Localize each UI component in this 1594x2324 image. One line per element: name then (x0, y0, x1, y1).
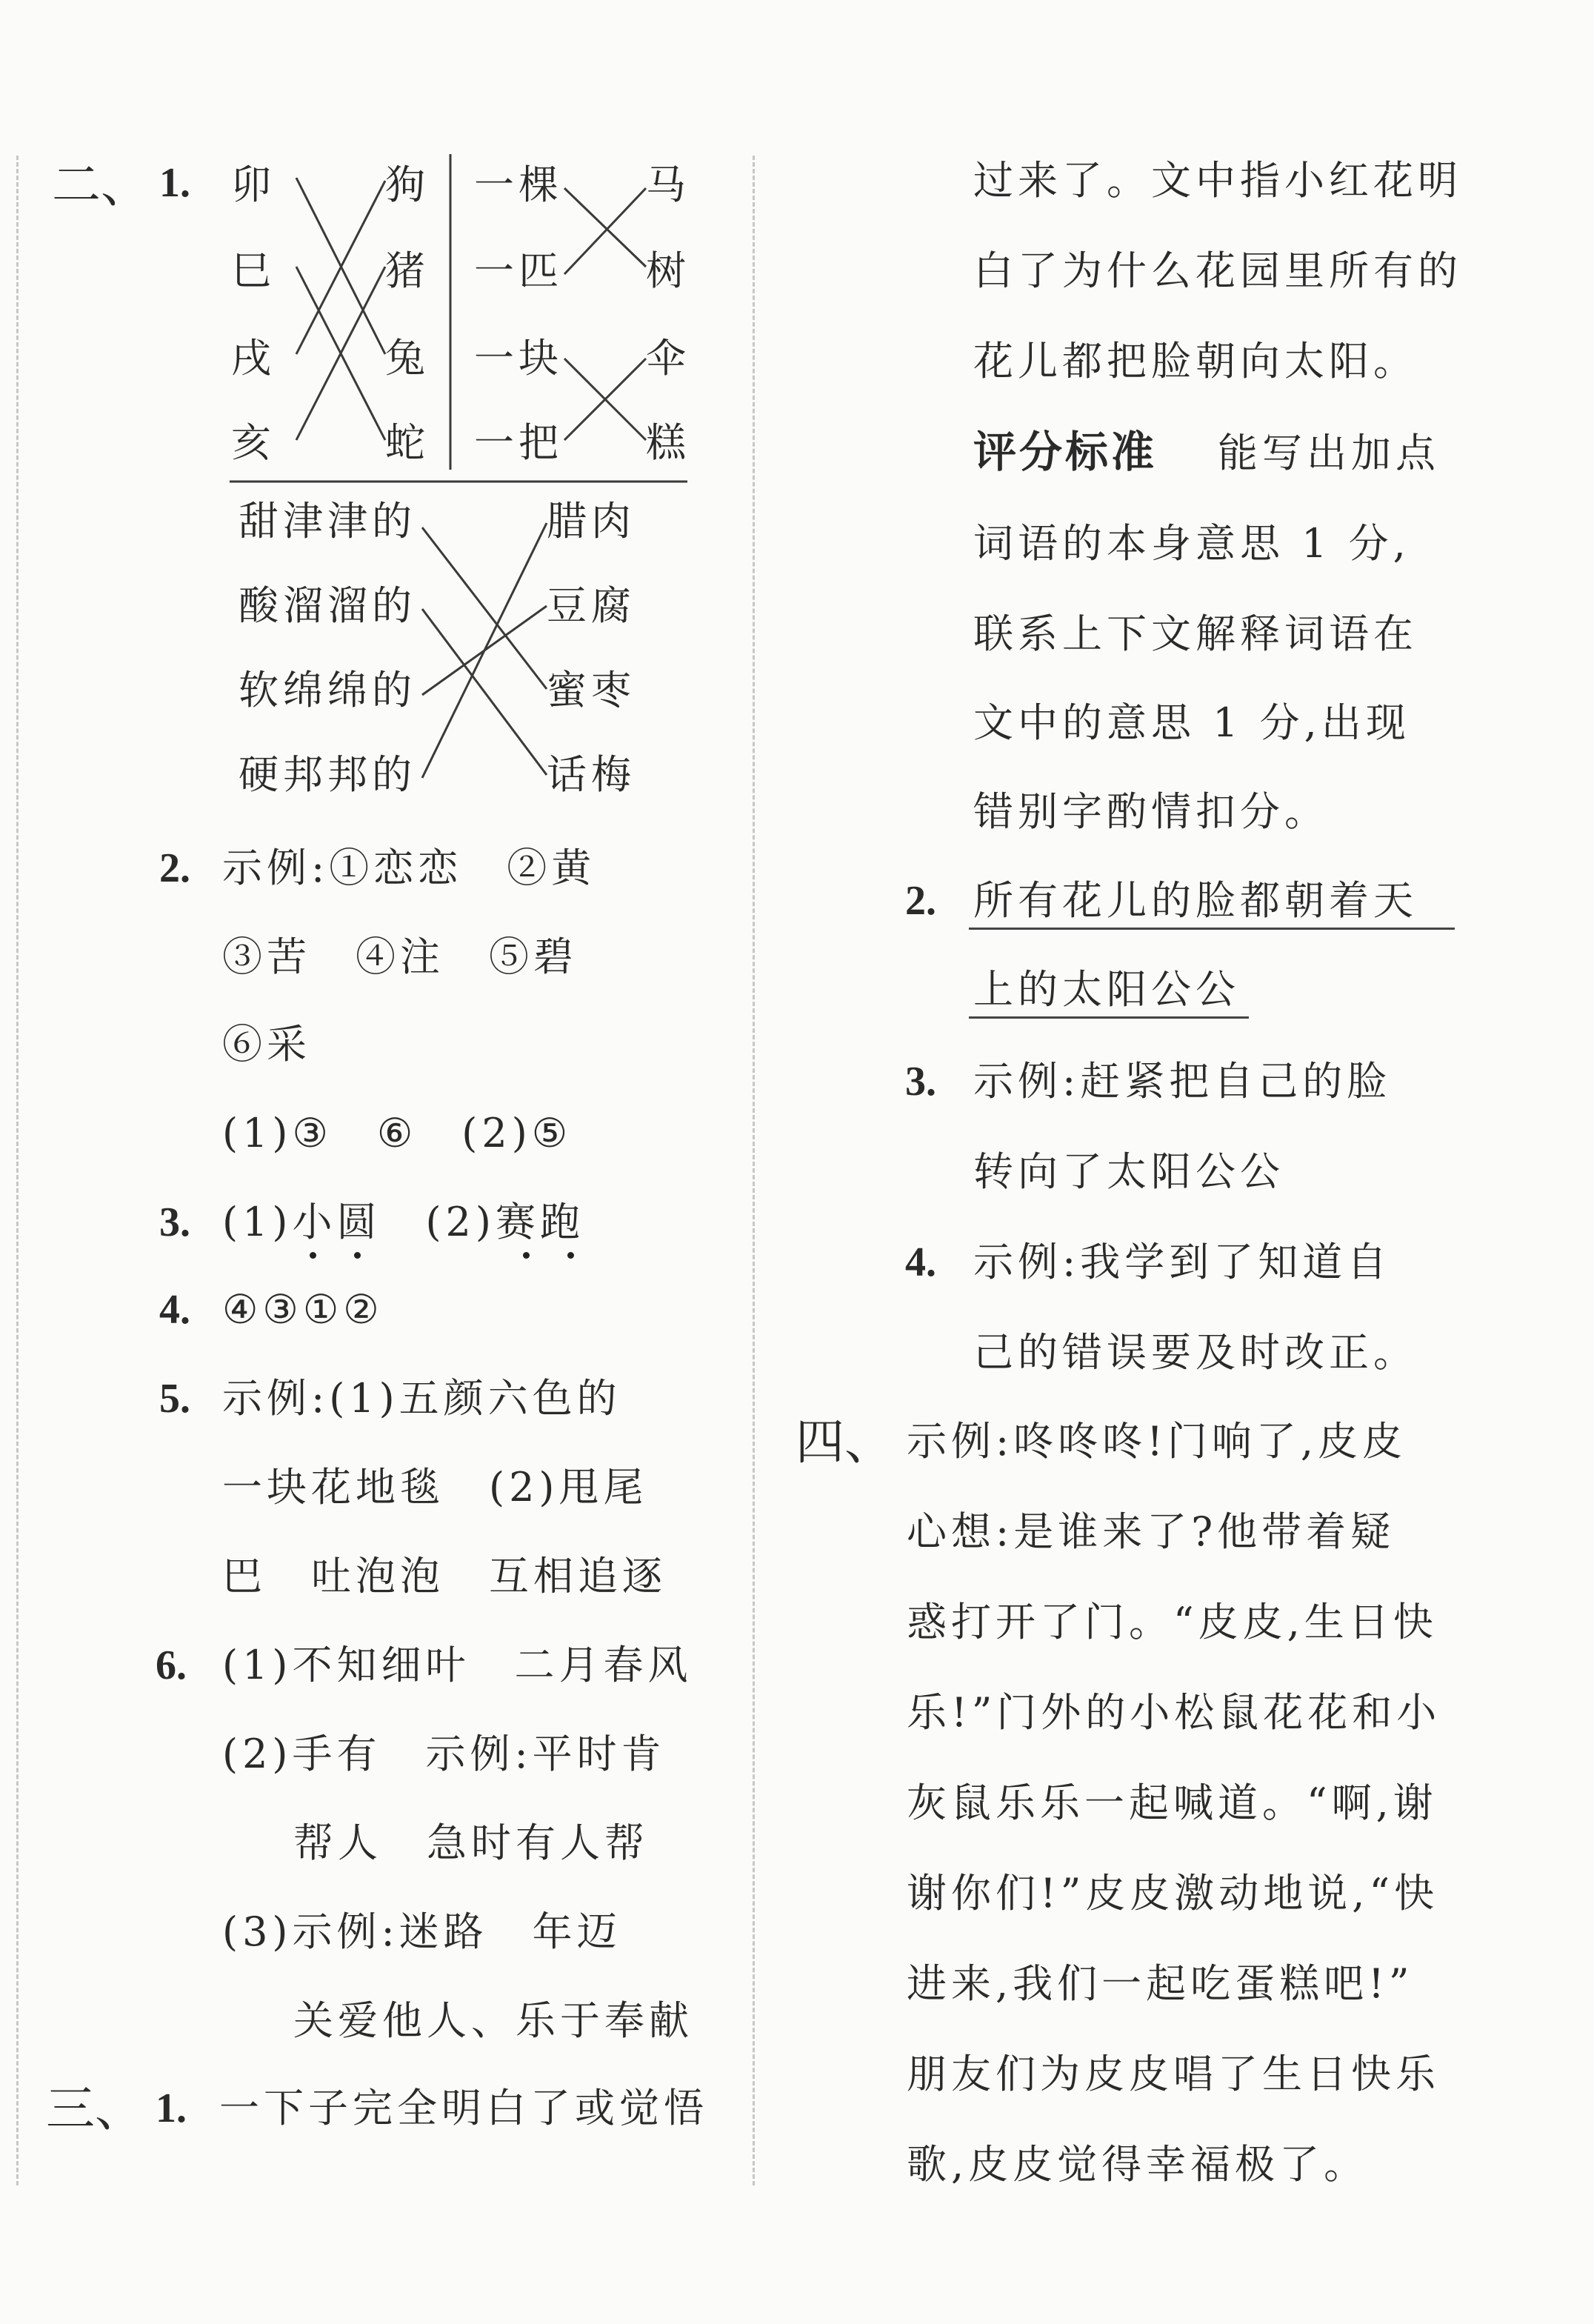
measure-right-2: 伞 (646, 335, 690, 382)
q3-3-number: 3. (905, 1059, 936, 1105)
q2-6-line-1: (1)不知细叶 二月春风 (222, 1642, 693, 1688)
q2-5-line-2: 一块花地毯 (2)甩尾 (222, 1464, 648, 1511)
q2-5-line-3: 巴 吐泡泡 互相追逐 (222, 1553, 667, 1599)
taste-right-3: 话梅 (547, 751, 636, 798)
emphasis-dot (354, 1252, 361, 1259)
q2-6-line-3: 帮人 急时有人帮 (293, 1819, 649, 1866)
measure-right-0: 马 (646, 162, 690, 208)
q2-5-line-1: 示例:(1)五颜六色的 (222, 1375, 621, 1422)
q3-3-line-1: 示例:赶紧把自己的脸 (973, 1058, 1392, 1105)
scoring-line-2: 词语的本身意思 1 分, (973, 520, 1410, 567)
q3-4-line-2: 己的错误要及时改正。 (973, 1329, 1418, 1376)
taste-right-0: 腊肉 (547, 498, 636, 545)
q2-1-number: 1. (159, 160, 190, 206)
zodiac-left-1: 巳 (231, 247, 276, 294)
q2-2-line-1: 示例:①恋恋 ②黄 (222, 845, 596, 891)
q3-1-line-4: 花儿都把脸朝向太阳。 (973, 338, 1418, 384)
q2-6-line-2: (2)手有 示例:平时肯 (222, 1731, 666, 1777)
section-2-heading: 二、 (52, 156, 150, 213)
q3-2-underline-1 (969, 928, 1455, 930)
q3-4-line-1: 示例:我学到了知道自 (973, 1239, 1392, 1285)
measure-left-2: 一块 (474, 335, 563, 382)
q2-2-number: 2. (159, 845, 190, 891)
zodiac-right-2: 兔 (385, 335, 430, 382)
scoring-line-3: 联系上下文解释词语在 (973, 610, 1418, 657)
q3-4-number: 4. (905, 1239, 936, 1285)
q2-2-line-3: ⑥采 (222, 1021, 311, 1068)
q3-2-number: 2. (905, 878, 936, 924)
s4-line-9: 歌,皮皮觉得幸福极了。 (907, 2141, 1369, 2188)
measure-right-1: 树 (646, 247, 690, 294)
s4-line-4: 乐!”门外的小松鼠花花和小 (907, 1689, 1441, 1736)
q3-2-line-2: 上的太阳公公 (973, 966, 1240, 1013)
zodiac-right-1: 猪 (385, 247, 430, 294)
match-line-suan-huamei (422, 609, 547, 775)
taste-right-1: 豆腐 (547, 582, 636, 629)
q2-4-answer: ④③①② (222, 1286, 384, 1333)
q3-1-line-2: 过来了。文中指小红花明 (973, 157, 1462, 204)
measure-left-3: 一把 (474, 419, 563, 466)
q2-6-line-5: 关爱他人、乐于奉献 (293, 1997, 693, 2044)
scoring-line-5: 错别字酌情扣分。 (973, 788, 1329, 835)
zodiac-left-2: 戌 (231, 335, 276, 382)
s4-line-5: 灰鼠乐乐一起喊道。“啊,谢 (907, 1779, 1438, 1826)
q3-2-line-1: 所有花儿的脸都朝着天 (973, 877, 1418, 924)
s4-line-8: 朋友们为皮皮唱了生日快乐 (907, 2051, 1440, 2097)
q2-2-line-4: (1)③ ⑥ (2)⑤ (222, 1110, 573, 1156)
zodiac-left-3: 亥 (231, 419, 276, 466)
measure-left-1: 一匹 (474, 247, 563, 294)
emphasis-dot (310, 1252, 316, 1259)
emphasis-dot (523, 1252, 530, 1259)
zodiac-right-0: 狗 (385, 162, 430, 208)
q3-2-underline-2 (969, 1016, 1249, 1019)
taste-left-2: 软绵绵的 (239, 667, 416, 713)
scoring-line-4: 文中的意思 1 分,出现 (973, 699, 1410, 746)
scoring-line-1: 能写出加点 (1218, 430, 1440, 476)
match-line-tian-mizao (422, 527, 547, 689)
scoring-label: 评分标准 (973, 427, 1158, 477)
q2-3-answer: (1)小圆 (2)赛跑 (222, 1199, 584, 1245)
q2-6-number: 6. (156, 1642, 187, 1688)
taste-left-1: 酸溜溜的 (239, 582, 416, 629)
section-3-heading: 三、 (46, 2080, 144, 2137)
s4-line-1: 示例:咚咚咚!门响了,皮皮 (907, 1418, 1407, 1465)
q3-3-line-2: 转向了太阳公公 (973, 1148, 1284, 1195)
taste-left-0: 甜津津的 (239, 498, 416, 545)
q2-5-number: 5. (159, 1376, 190, 1422)
measure-left-0: 一棵 (474, 162, 563, 208)
zodiac-right-3: 蛇 (385, 419, 430, 466)
taste-right-2: 蜜枣 (547, 667, 636, 713)
q2-6-line-4: (3)示例:迷路 年迈 (222, 1908, 621, 1955)
s4-line-2: 心想:是谁来了?他带着疑 (907, 1508, 1395, 1555)
measure-right-3: 糕 (646, 419, 690, 466)
taste-left-3: 硬邦邦的 (239, 751, 416, 798)
q3-1-line-3: 白了为什么花园里所有的 (973, 247, 1462, 294)
q2-2-line-2: ③苦 ④注 ⑤碧 (222, 933, 578, 980)
q3-1-line-1: 一下子完全明白了或觉悟 (219, 2085, 708, 2131)
q2-4-number: 4. (159, 1287, 190, 1333)
match-line-ying-larou (422, 523, 547, 778)
s4-line-7: 进来,我们一起吃蛋糕吧!” (907, 1960, 1414, 2007)
q2-3-number: 3. (159, 1199, 190, 1245)
emphasis-dot (567, 1252, 574, 1259)
q3-1-number: 1. (156, 2085, 187, 2131)
s4-line-3: 惑打开了门。“皮皮,生日快 (907, 1599, 1438, 1645)
zodiac-left-0: 卯 (231, 162, 276, 208)
s4-line-6: 谢你们!”皮皮激动地说,“快 (907, 1870, 1439, 1917)
section-4-heading: 四、 (796, 1414, 893, 1471)
